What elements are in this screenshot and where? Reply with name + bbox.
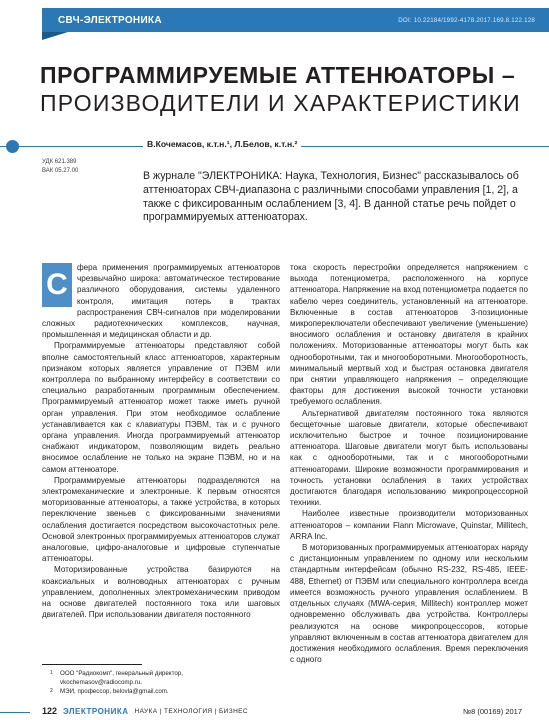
paragraph: тока скорость перестройки определяется напряжением с выхода потенциометра, расположенного на корпусе аттенюатора. Напряжение на вход потенциометра подается по кабелю через соединитель, установленный на аттенюаторе. Включенные в состав аттенюаторов 3-позиционные микропереключатели обеспечивают увеличение (уменьшение) вносимого ослабления и остановку двигателя в крайних положениях. Моторизованные аттенюаторы могут быть как однооборотными, так и многооборотными. Многооборотность, минимальный мертвый ход и быстрая остановка двигателя при снятии управляющего напряжения – определяющие факторы для достижения высокой точности установки требуемого ослабления. xyxy=(290,263,528,407)
section-label: СВЧ-ЭЛЕКТРОНИКА xyxy=(58,14,162,26)
udk-line: УДК 621.389 xyxy=(42,159,77,165)
header-ribbon-decoration xyxy=(42,32,68,40)
page-footer xyxy=(42,705,522,717)
body-column-right xyxy=(290,262,528,665)
first-paragraph xyxy=(42,262,280,340)
footnote xyxy=(50,687,270,696)
footnote-text: ООО "Радиокомп", генеральный директор, xyxy=(60,670,183,677)
paragraph: Наиболее известные производители моторизованных аттенюаторов – компании Flann Microwave, Quinstar, Millitech, ARRA Inc. xyxy=(290,509,528,541)
section-header-bar xyxy=(42,8,549,32)
footnote-divider xyxy=(42,664,142,665)
paragraph: В моторизованных программируемых аттенюаторах наряду с дистанционным управлением по одному или нескольким стандартным интерфейсам (обычно RS-232, RS-485, IEEE-488, Ethernet) от ПЭВМ или специального контроллера всегда имеется возможность ручного управления ослаблением. В отдельных случаях (MWA-серия, Millitech) контроллер может одновременно обслуживать два устройства. Контроллеры реализуются на основе микропроцессоров, которые управляют включенным в состав аттенюатора двигателем для достижения необходимого ослабления. Время переключения с одного xyxy=(290,543,528,665)
title-line-1: ПРОГРАММИРУЕМЫЕ АТТЕНЮАТОРЫ – xyxy=(40,62,516,88)
page-number: 122 xyxy=(42,706,58,716)
paragraph: Альтернативой двигателям постоянного тока являются бесщеточные шаговые двигатели, которые обеспечивают исключительно быстрое и точное позиционирование аттенюатора. Шаговые двигатели могут быть использованы как с однооборотными, так и с многооборотными аттенюаторами. Широкие возможности программирования и точность установки ослабления в таких устройствах достигаются благодаря использованию микропроцессорной техники. xyxy=(290,408,528,508)
title-line-2: ПРОИЗВОДИТЕЛИ И ХАРАКТЕРИСТИКИ xyxy=(40,90,521,116)
author-bullet-dot xyxy=(6,140,19,153)
doi-text: DOI: 10.22184/1992-4178.2017.169.8.122.128 xyxy=(398,16,535,24)
journal-name: ЭЛЕКТРОНИКА xyxy=(63,706,129,716)
footnote-mark: 2 xyxy=(50,688,53,694)
issue-number: №8 (00169) 2017 xyxy=(463,706,522,716)
paragraph: фера применения программируемых аттенюаторов чрезвычайно широка: автоматическое тестирование различного оборудования, системы удаленного контроля, имитация потерь в трактах распространения СВЧ-сигналов при моделировании сложных радиотехнических комплексов, научная, промышленная и медицинская области и др. xyxy=(42,263,280,340)
footer-accent-line xyxy=(0,712,30,713)
footnote-mark: 1 xyxy=(50,670,53,676)
abstract: В журнале "ЭЛЕКТРОНИКА: Наука, Технология, Бизнес" рассказывалось об аттенюаторах СВЧ-диапазона с различными способами управления [1, 2], а также с фиксированным ослаблением [3, 4]. В данной статье речь пойдет о программируемых аттенюаторах. xyxy=(143,170,519,224)
journal-subtitle: НАУКА | ТЕХНОЛОГИЯ | БИЗНЕС xyxy=(134,707,248,715)
paragraph: Моторизированные устройства базируются на коаксиальных и волноводных аттенюаторах с ручным управлением, дополненных электромеханическим приводом на основе двигателей постоянного тока или шаговых двигателей. При использовании двигателя постоянного xyxy=(42,565,280,620)
body-column-left xyxy=(42,262,280,621)
udk-codes xyxy=(42,158,78,176)
footnote-text: МЭИ, профессор, belovla@gmail.com. xyxy=(60,688,169,695)
footnotes xyxy=(50,669,270,696)
footnote xyxy=(50,669,270,687)
paragraph: Программируемые аттенюаторы представляют собой вполне самостоятельный класс аттенюаторов, характерным признаком которых является управление от ПЭВМ или контроллера по выбранному интерфейсу в соответствии со специально разработанным программным обеспечением. Программируемый аттенюатор может также иметь ручной орган управления. При этом необходимое ослабление устанавливается как с клавиатуры ПЭВМ, так и с ручного органа управления. Иногда программируемый аттенюатор снабжают индикатором, позволяющим видеть реально вносимое ослабление не только на экране ПЭВМ, но и на самом аттенюаторе. xyxy=(42,341,280,474)
footnote-text: vkochemasov@radiocomp.ru. xyxy=(60,679,142,686)
authors-line: В.Кочемасов, к.т.н.¹, Л.Белов, к.т.н.² xyxy=(143,139,301,149)
paragraph: Программируемые аттенюаторы подразделяются на электромеханические и электронные. К первым относятся моторизованные аттенюаторы, а также устройства, в которых переключение звеньев с фиксированными значениями ослабления достигается посредством высокочастотных реле. Основой электронных программируемых аттенюаторов служат аналоговые, цифро-аналоговые и цифровые ступенчатые аттенюаторы. xyxy=(42,475,280,564)
article-title xyxy=(40,62,520,117)
vak-line: ВАК 05.27.00 xyxy=(42,168,79,174)
drop-cap: С xyxy=(42,263,72,307)
